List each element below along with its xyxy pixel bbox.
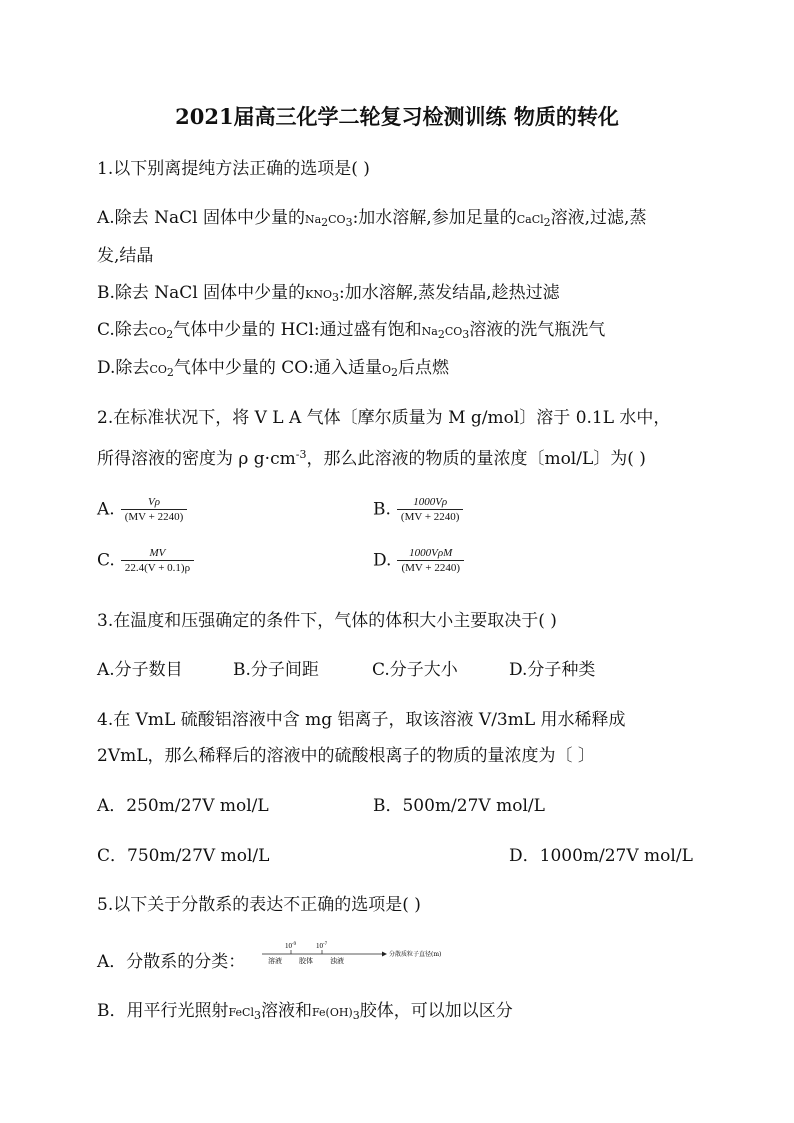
q2-option-b: B. $\frac{1000V\rho}{(MV + 2240)}$ <box>373 496 463 524</box>
q1-option-a: A.除去 NaCl 固体中少量的$Na_2CO_3$:加水溶解,参加足量的CaCl$_2$溶液,过滤,蒸 <box>97 208 647 229</box>
q5-option-b: B．用平行光照射FeCl$_3$溶液和$Fe(OH)_3$胶体，可以加以区分 <box>97 1001 513 1022</box>
q1-option-c: C.除去$CO_2$气体中少量的 HCl:通过盛有饱和$Na_2CO_3$溶液的洗气瓶洗气 <box>97 320 606 341</box>
fraction: $\frac{V\rho}{(MV + 2240)}$ <box>121 496 188 524</box>
scale-tick2-label: $10^{-7}$ <box>316 942 328 950</box>
q3-option-d: D.分子种类 <box>509 660 596 680</box>
q5-option-a: A．分散系的分类： <box>97 952 246 972</box>
q4-stem-line2: 2VmL，那么稀释后的溶液中的硫酸根离子的物质的量浓度为〔 〕 <box>97 746 595 766</box>
fraction: $\frac{MV}{22.4(V + 0.1)\rho}$ <box>121 547 194 575</box>
q4-option-b: B．500m/27V mol/L <box>373 796 545 816</box>
q3-option-c: C.分子大小 <box>372 660 458 680</box>
scale-seg-colloid: 胶体 <box>299 957 313 965</box>
q4-option-d: D．1000m/27V mol/L <box>509 846 693 866</box>
q1-option-b: B.除去 NaCl 固体中少量的$KNO_3$:加水溶解,蒸发结晶,趁热过滤 <box>97 283 560 304</box>
q2-option-a: A. $\frac{V\rho}{(MV + 2240)}$ <box>97 496 187 524</box>
q3-option-b: B.分子间距 <box>233 660 319 680</box>
q2-option-d: D. $\frac{\text{1000VρM}}{(MV + 2240)}$ <box>373 547 464 575</box>
q1-option-d: D.除去$CO_2$气体中少量的 CO:通入适量$O_2$后点燃 <box>97 358 449 379</box>
q4-stem-line1: 4.在 VmL 硫酸铝溶液中含 mg 铝离子，取该溶液 V/3mL 用水稀释成 <box>97 710 626 730</box>
q3-option-a: A.分子数目 <box>97 660 183 680</box>
scale-axis-label: 分散质粒子直径(m) <box>389 951 442 958</box>
scale-tick1-label: $10^{-9}$ <box>285 942 297 950</box>
dispersion-scale-diagram <box>262 940 442 966</box>
page-title: 2021届高三化学二轮复习检测训练 物质的转化 <box>175 104 619 129</box>
q5-stem: 5.以下关于分散系的表达不正确的选项是( ) <box>97 895 421 915</box>
q2-stem-line2: 所得溶液的密度为 ρ $g\cdot cm^{-3}$，那么此溶液的物质的量浓度〔mol/L〕为( ) <box>97 448 646 469</box>
q1-stem: 1.以下别离提纯方法正确的选项是( ) <box>97 159 370 179</box>
q1-option-a-cont: 发,结晶 <box>97 246 154 266</box>
scale-arrowhead <box>382 952 387 957</box>
fraction: $\frac{\text{1000VρM}}{(MV + 2240)}$ <box>397 547 464 575</box>
scale-seg-solution: 溶液 <box>268 957 282 965</box>
q4-option-c: C．750m/27V mol/L <box>97 846 270 866</box>
scale-seg-suspension: 浊液 <box>330 957 344 965</box>
fraction: $\frac{1000V\rho}{(MV + 2240)}$ <box>397 496 464 524</box>
q2-stem-line1: 2.在标准状况下，将 V L A 气体〔摩尔质量为 M g/mol〕溶于 0.1L 水中， <box>97 408 671 428</box>
q2-option-c: C. $\frac{MV}{22.4(V + 0.1)\rho}$ <box>97 547 194 575</box>
q4-option-a: A．250m/27V mol/L <box>97 796 269 816</box>
q3-stem: 3.在温度和压强确定的条件下，气体的体积大小主要取决于( ) <box>97 611 557 631</box>
